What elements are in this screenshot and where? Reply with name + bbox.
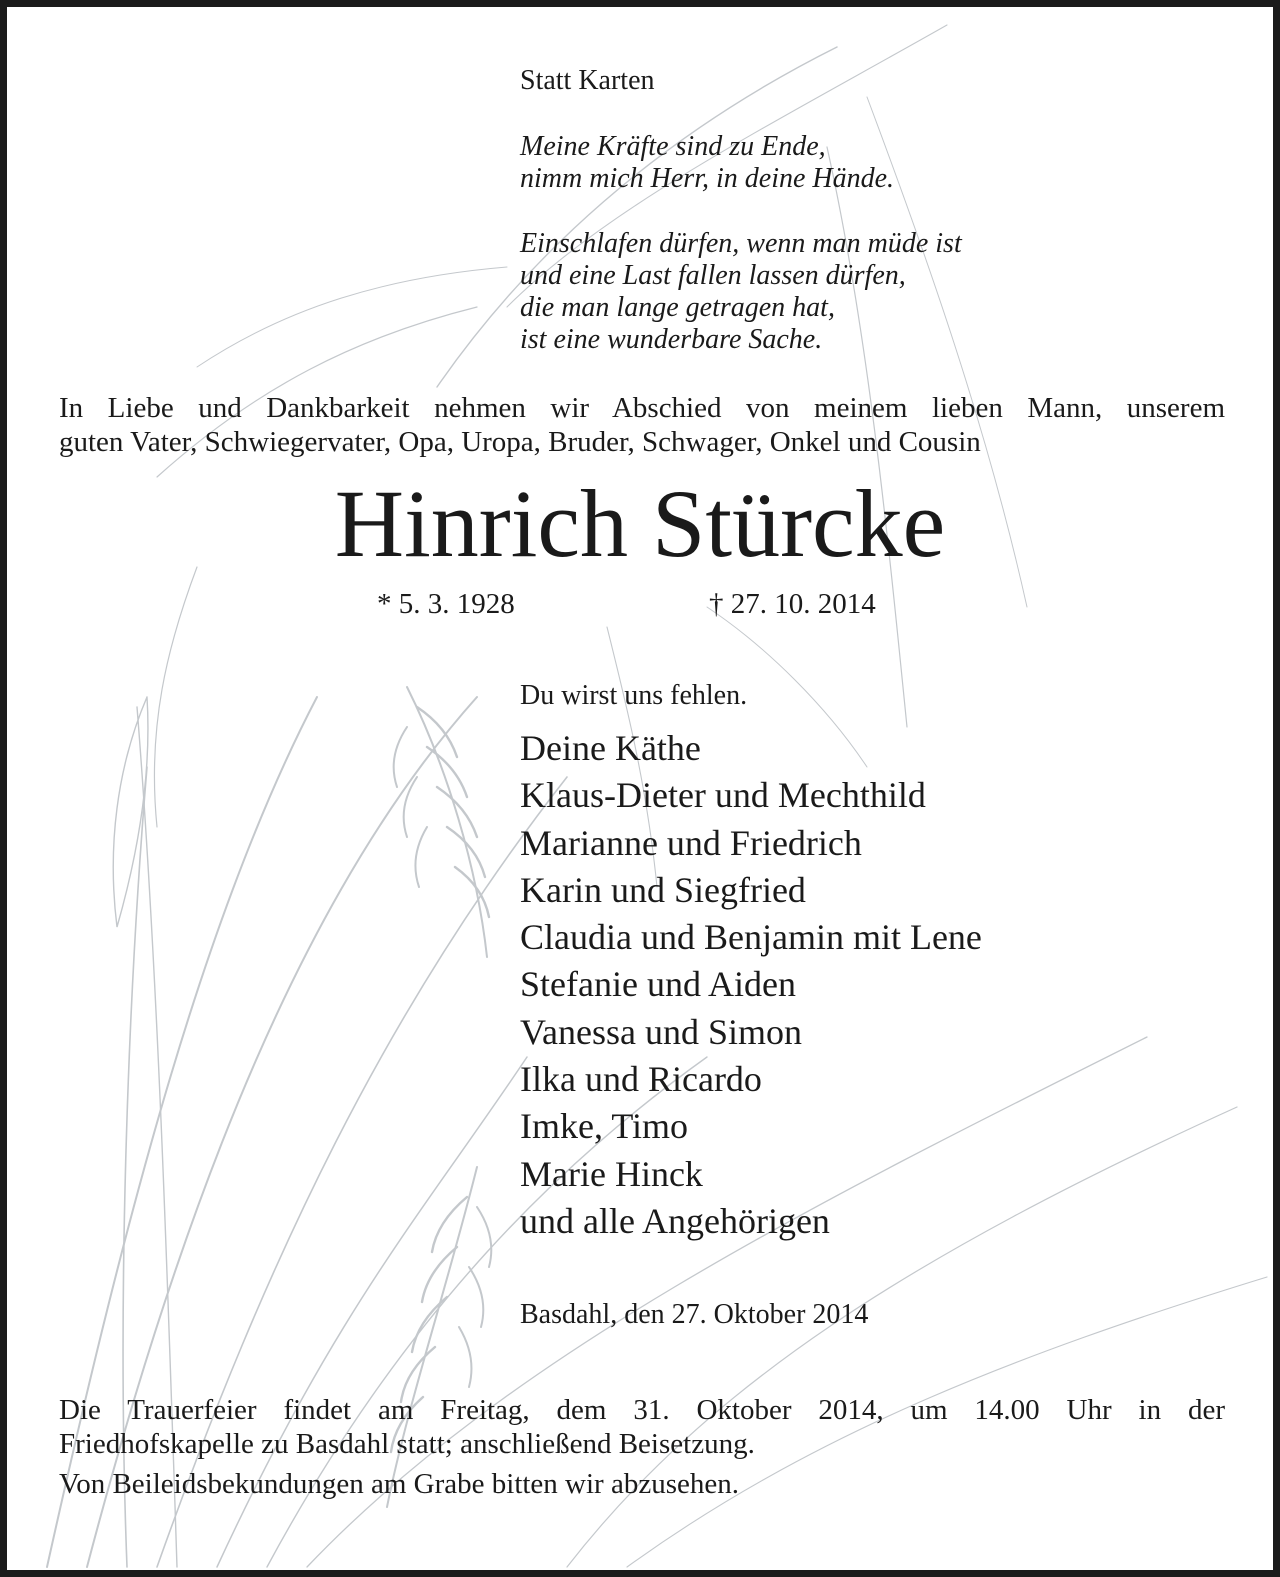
ceremony-info bbox=[59, 1393, 1225, 1461]
condolence-request: Von Beileidsbekundungen am Grabe bitten wir abzusehen. bbox=[59, 1468, 739, 1500]
poem-line: Meine Kräfte sind zu Ende, bbox=[520, 131, 826, 162]
ceremony-line: Die Trauerfeier findet am Freitag, dem 31. Oktober 2014, um 14.00 Uhr in der bbox=[59, 1394, 1225, 1426]
poem-line: die man lange getragen hat, bbox=[520, 292, 835, 323]
mourner-item: und alle Angehörigen bbox=[520, 1200, 830, 1241]
poem-line: ist eine wunderbare Sache. bbox=[520, 324, 823, 355]
mourner-item: Stefanie und Aiden bbox=[520, 964, 796, 1005]
birth-date: * 5. 3. 1928 bbox=[377, 588, 515, 620]
mourner-item: Marianne und Friedrich bbox=[520, 822, 862, 863]
place-and-date: Basdahl, den 27. Oktober 2014 bbox=[520, 1299, 869, 1330]
poem-line: nimm mich Herr, in deine Hände. bbox=[520, 163, 895, 194]
mourner-item: Imke, Timo bbox=[520, 1106, 689, 1147]
poem-line: Einschlafen dürfen, wenn man müde ist bbox=[520, 228, 962, 259]
mourner-item: Vanessa und Simon bbox=[520, 1011, 802, 1052]
mourners-list bbox=[520, 725, 982, 1245]
mourner-item: Karin und Siegfried bbox=[520, 869, 806, 910]
mourner-item: Claudia und Benjamin mit Lene bbox=[520, 917, 982, 958]
mourner-item: Marie Hinck bbox=[520, 1153, 703, 1194]
farewell-line: Du wirst uns fehlen. bbox=[520, 680, 748, 711]
intro-line: In Liebe und Dankbarkeit nehmen wir Abschied von meinem lieben Mann, unserem bbox=[59, 392, 1225, 424]
ceremony-line: Friedhofskapelle zu Basdahl statt; anschließend Beisetzung. bbox=[59, 1428, 755, 1460]
poem-verse-2 bbox=[520, 228, 962, 356]
intro-line: guten Vater, Schwiegervater, Opa, Uropa, Bruder, Schwager, Onkel und Cousin bbox=[59, 426, 981, 458]
mourner-item: Klaus-Dieter und Mechthild bbox=[520, 775, 926, 816]
mourner-item: Ilka und Ricardo bbox=[520, 1059, 762, 1100]
intro-paragraph bbox=[59, 391, 1225, 459]
poem-line: und eine Last fallen lassen dürfen, bbox=[520, 260, 906, 291]
poem-verse-1 bbox=[520, 131, 894, 195]
mourner-item: Deine Käthe bbox=[520, 728, 701, 768]
header-statt-karten: Statt Karten bbox=[520, 65, 655, 96]
deceased-name: Hinrich Stürcke bbox=[334, 470, 946, 577]
death-date: † 27. 10. 2014 bbox=[709, 588, 876, 620]
